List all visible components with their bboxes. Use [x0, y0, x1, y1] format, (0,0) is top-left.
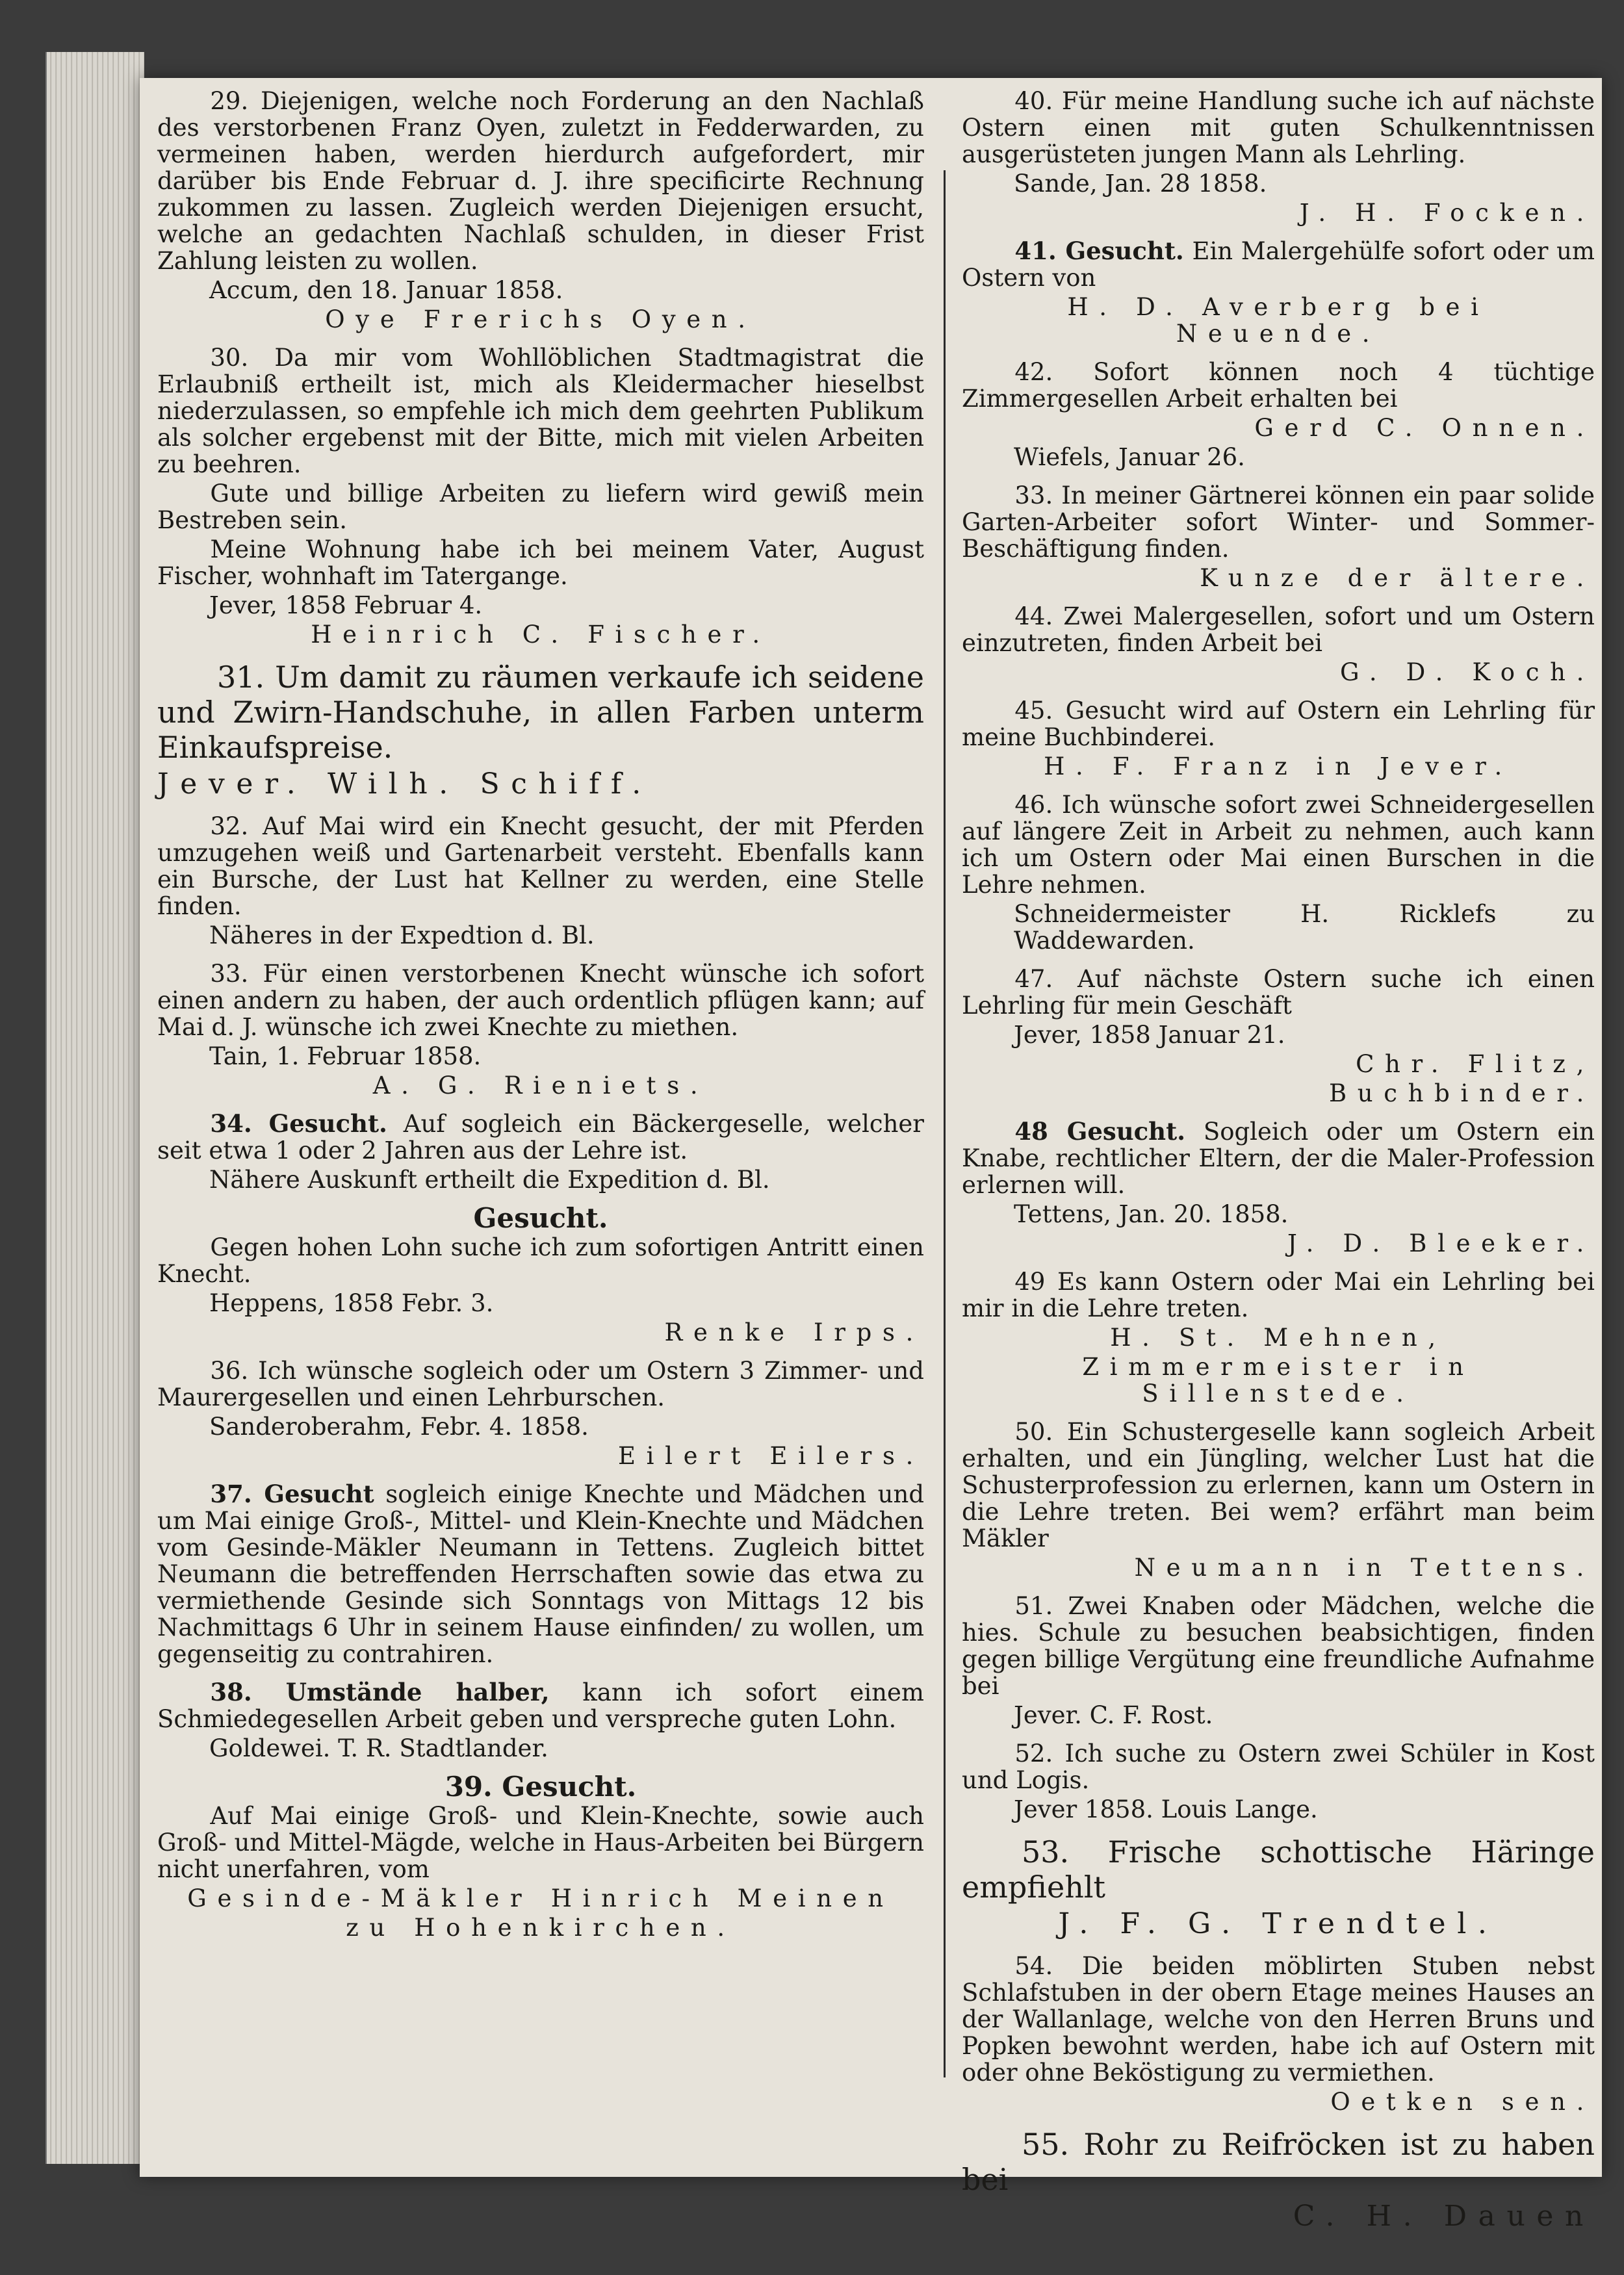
ad-53 — [962, 1834, 1595, 1941]
ad-body: 54. Die beiden möblirten Stuben nebst Schlafstuben in der obern Etage meines Hauses an der Wallanlage, welche von den Herren Bruns und Popken bewohnt werden, habe ich auf Ostern mit oder ohne Beköstigung zu vermiethen. — [962, 1952, 1595, 2087]
ad-43 — [962, 482, 1595, 591]
ad-signature: J. H. Focken. — [1299, 199, 1595, 227]
ad-33 — [157, 960, 924, 1099]
ad-body: Auf Mai einige Groß- und Klein-Knechte, sowie auch Groß- und Mittel-Mägde, welche in Haus-Arbeiten bei Bürgern nicht unerfahren, vom — [157, 1802, 924, 1883]
ad-48 — [962, 1118, 1595, 1257]
ad-heading: 39. Gesucht. — [445, 1771, 637, 1803]
ad-45 — [962, 697, 1595, 780]
ad-body: 51. Zwei Knaben oder Mädchen, welche die hies. Schule zu besuchen beabsichtigen, finden gegen billige Vergütung eine freundliche Aufnahme bei — [962, 1592, 1595, 1700]
ad-body: 30. Da mir vom Wohllöblichen Stadtmagistrat die Erlaubniß ertheilt ist, mich als Kleidermacher hieselbst niederzulassen, so empfehle ich mich dem geehrten Publikum als solcher ergebenst mit der Bitte, mich mit vielen Arbeiten zu beehren. — [157, 344, 924, 478]
ad-body: Gegen hohen Lohn suche ich zum sofortigen Antritt einen Knecht. — [157, 1233, 924, 1288]
ad-37 — [157, 1481, 924, 1667]
ad-body: 50. Ein Schustergeselle kann sogleich Arbeit erhalten, und ein Jüngling, welcher Lust hat die Schusterprofession zu erlernen, kann um Ostern in die Lehre treten. Bei wem? erfährt man beim Mäkler — [962, 1418, 1595, 1552]
ad-signature: Gesinde-Mäkler Hinrich Meinen — [187, 1884, 894, 1912]
ad-signature: Gerd C. Onnen. — [1254, 414, 1595, 442]
ad-place-date: Wiefels, Januar 26. — [1014, 443, 1245, 471]
ad-55 — [962, 2127, 1595, 2233]
ad-signature: A. G. Rieniets. — [372, 1072, 709, 1099]
ad-36 — [157, 1357, 924, 1469]
ad-signature: H. D. Averberg bei Neuende. — [1067, 293, 1489, 348]
ad-40 — [962, 88, 1595, 226]
ad-place-date: Näheres in der Expedtion d. Bl. — [209, 921, 595, 949]
ad-41 — [962, 238, 1595, 347]
ad-32 — [157, 813, 924, 949]
ad-42 — [962, 359, 1595, 470]
ad-body: 33. Für einen verstorbenen Knecht wünsche ich sofort einen andern zu haben, der auch ordentlich pflügen kann; auf Mai d. J. wünsche ich zwei Knechte zu miethen. — [157, 960, 924, 1041]
ad-body-3: Meine Wohnung habe ich bei meinem Vater, August Fischer, wohnhaft im Tatergange. — [157, 535, 924, 590]
ad-body: 31. Um damit zu räumen verkaufe ich seidene und Zwirn-Handschuhe, in allen Farben unterm Einkaufspreise. — [157, 660, 924, 765]
right-column — [962, 88, 1595, 2245]
ad-34 — [157, 1111, 924, 1193]
ad-lead: 48 Gesucht. — [1014, 1117, 1186, 1146]
ad-text: Ein Malergehülfe sofort oder um Ostern von — [962, 237, 1595, 292]
ad-place-date: Sanderoberahm, Febr. 4. 1858. — [209, 1413, 589, 1441]
ad-text: sogleich einige Knechte und Mädchen und um Mai einige Groß-, Mittel- und Klein-Knechte und Mädchen vom Gesinde-Mäkler Neumann in Tettens. Zugleich bittet Neumann die betreffenden Herrschaften sowie das etwa zu vermiethende Gesinde sich Sonntags von Mittags 12 bis Nachmittags 6 Uhr in seinem Hause einfinden/ zu wollen, um gegenseitig zu contrahiren. — [157, 1480, 925, 1668]
ad-signature-title: Buchbinder. — [1328, 1079, 1595, 1107]
ad-51 — [962, 1593, 1595, 1729]
ad-lead: 37. Gesucht — [210, 1480, 374, 1508]
ad-39 — [157, 1773, 924, 1941]
ad-lead: 41. Gesucht. — [1014, 237, 1184, 265]
ad-body — [962, 1118, 1595, 1198]
ad-signature: C. H. Dauen — [1293, 2200, 1595, 2233]
ad-body: 47. Auf nächste Ostern suche ich einen Lehrling für mein Geschäft — [962, 965, 1595, 1020]
ad-body: 45. Gesucht wird auf Ostern ein Lehrling für meine Buchbinderei. — [962, 697, 1595, 751]
ad-30 — [157, 344, 924, 648]
ad-signature: Heinrich C. Fischer. — [311, 621, 771, 649]
ad-signature: H. F. Franz in Jever. — [1044, 752, 1513, 780]
ad-signature: Neumann in Tettens. — [1134, 1554, 1595, 1582]
ad-text: kann ich sofort einem Schmiedegesellen Arbeit geben und verspreche guten Lohn. — [157, 1678, 924, 1733]
ad-body: 32. Auf Mai wird ein Knecht gesucht, der mit Pferden umzugehen weiß und Gartenarbeit versteht. Ebenfalls kann ein Bursche, der Lust hat Kellner zu werden, eine Stelle finden. — [157, 812, 924, 920]
ad-47 — [962, 966, 1595, 1107]
ad-signature: Oetken sen. — [1330, 2088, 1595, 2116]
ad-29 — [157, 88, 924, 333]
ad-body: 42. Sofort können noch 4 tüchtige Zimmergesellen Arbeit erhalten bei — [962, 358, 1595, 413]
ad-31 — [157, 660, 924, 801]
ad-body: 29. Diejenigen, welche noch Forderung an den Nachlaß des verstorbenen Franz Oyen, zuletzt in Fedderwarden, zu vermeinen haben, werden hierdurch aufgefordert, mir darüber bis Ende Februar d. J. ihre specificirte Rechnung zukommen zu lassen. Zugleich werden Diejenigen ersucht, welche an gedachten Nachlaß schulden, in dieser Frist Zahlung leisten zu wollen. — [157, 87, 924, 275]
left-column — [157, 88, 924, 1953]
ad-place-signature: Jever 1858. Louis Lange. — [1014, 1795, 1318, 1823]
ad-44 — [962, 603, 1595, 686]
ad-body — [157, 1111, 924, 1164]
ad-54 — [962, 1953, 1595, 2115]
ad-signature: J. D. Bleeker. — [1287, 1229, 1595, 1257]
ad-signature: Kunze der ältere. — [1200, 564, 1595, 592]
ad-body: 36. Ich wünsche sogleich oder um Ostern 3 Zimmer- und Maurergesellen und einen Lehrburschen. — [157, 1357, 924, 1411]
ad-place-date: Sande, Jan. 28 1858. — [1014, 170, 1267, 198]
ad-49 — [962, 1268, 1595, 1407]
ad-46 — [962, 791, 1595, 954]
ad-body: 33. In meiner Gärtnerei können ein paar solide Garten-Arbeiter sofort Winter- und Sommer-Beschäftigung finden. — [962, 482, 1595, 563]
ad-50 — [962, 1419, 1595, 1581]
ad-52 — [962, 1740, 1595, 1823]
ad-signature-title: Zimmermeister in Sillenstede. — [1082, 1353, 1475, 1407]
ad-body: 49 Es kann Ostern oder Mai ein Lehrling bei mir in die Lehre treten. — [962, 1268, 1595, 1322]
ad-signature: Renke Irps. — [664, 1318, 924, 1346]
ad-body-2: Gute und billige Arbeiten zu liefern wird gewiß mein Bestreben sein. — [157, 480, 924, 534]
ad-signature: Chr. Flitz, — [1356, 1050, 1595, 1078]
ad-body: 52. Ich suche zu Ostern zwei Schüler in Kost und Logis. — [962, 1740, 1595, 1794]
ad-body: 40. Für meine Handlung suche ich auf nächste Ostern einen mit guten Schulkenntnissen ausgerüsteten jungen Mann als Lehrling. — [962, 87, 1595, 168]
column-divider — [944, 170, 946, 2077]
ad-body: 44. Zwei Malergesellen, sofort und um Ostern einzutreten, finden Arbeit bei — [962, 602, 1595, 657]
ad-signature: Jever. Wilh. Schiff. — [157, 767, 652, 801]
ad-lead: 34. Gesucht. — [210, 1109, 387, 1138]
ad-body: 46. Ich wünsche sofort zwei Schneidergesellen auf längere Zeit in Arbeit zu nehmen, auch kann ich um Ostern oder Mai einen Burschen in die Lehre nehmen. — [962, 791, 1595, 899]
ad-signature: J. F. G. Trendtel. — [1058, 1907, 1499, 1940]
ad-body: 55. Rohr zu Reifröcken ist zu haben bei — [962, 2127, 1595, 2197]
ad-35 — [157, 1202, 924, 1346]
ad-signature: G. D. Koch. — [1339, 658, 1595, 686]
ad-signature-location: zu Hohenkirchen. — [346, 1914, 736, 1942]
ad-body — [962, 238, 1595, 291]
ad-38 — [157, 1679, 924, 1762]
ad-place-date: Jever, 1858 Februar 4. — [209, 591, 483, 619]
ad-signature: Oye Frerichs Oyen. — [325, 305, 756, 333]
ad-body — [157, 1679, 924, 1732]
ad-place-date: Heppens, 1858 Febr. 3. — [209, 1289, 494, 1317]
ad-place-date: Nähere Auskunft ertheilt die Expedition d. Bl. — [209, 1166, 770, 1194]
ad-place-signature: Goldewei. T. R. Stadtlander. — [209, 1734, 548, 1762]
book-page-edges — [45, 52, 144, 2164]
ad-text: Sogleich oder um Ostern ein Knabe, rechtlicher Eltern, der die Maler-Profession erlernen will. — [962, 1118, 1595, 1199]
ad-place-date: Jever, 1858 Januar 21. — [1014, 1021, 1285, 1049]
ad-signature: H. St. Mehnen, — [1110, 1324, 1447, 1352]
ad-signature: Schneidermeister H. Ricklefs zu Waddewarden. — [1014, 900, 1595, 955]
ad-place-signature: Jever. C. F. Rost. — [1014, 1701, 1213, 1729]
ad-body — [157, 1481, 924, 1667]
ad-body: 53. Frische schottische Häringe empfiehlt — [962, 1834, 1595, 1905]
ad-heading: Gesucht. — [473, 1202, 608, 1234]
ad-place-date: Accum, den 18. Januar 1858. — [209, 276, 563, 304]
ad-lead: 38. Umstände halber, — [210, 1678, 550, 1706]
ad-text: Auf sogleich ein Bäckergeselle, welcher seit etwa 1 oder 2 Jahren aus der Lehre ist. — [157, 1110, 924, 1164]
ad-place-date: Tettens, Jan. 20. 1858. — [1014, 1200, 1289, 1228]
ad-signature: Eilert Eilers. — [618, 1442, 924, 1470]
ad-place-date: Tain, 1. Februar 1858. — [209, 1042, 482, 1070]
